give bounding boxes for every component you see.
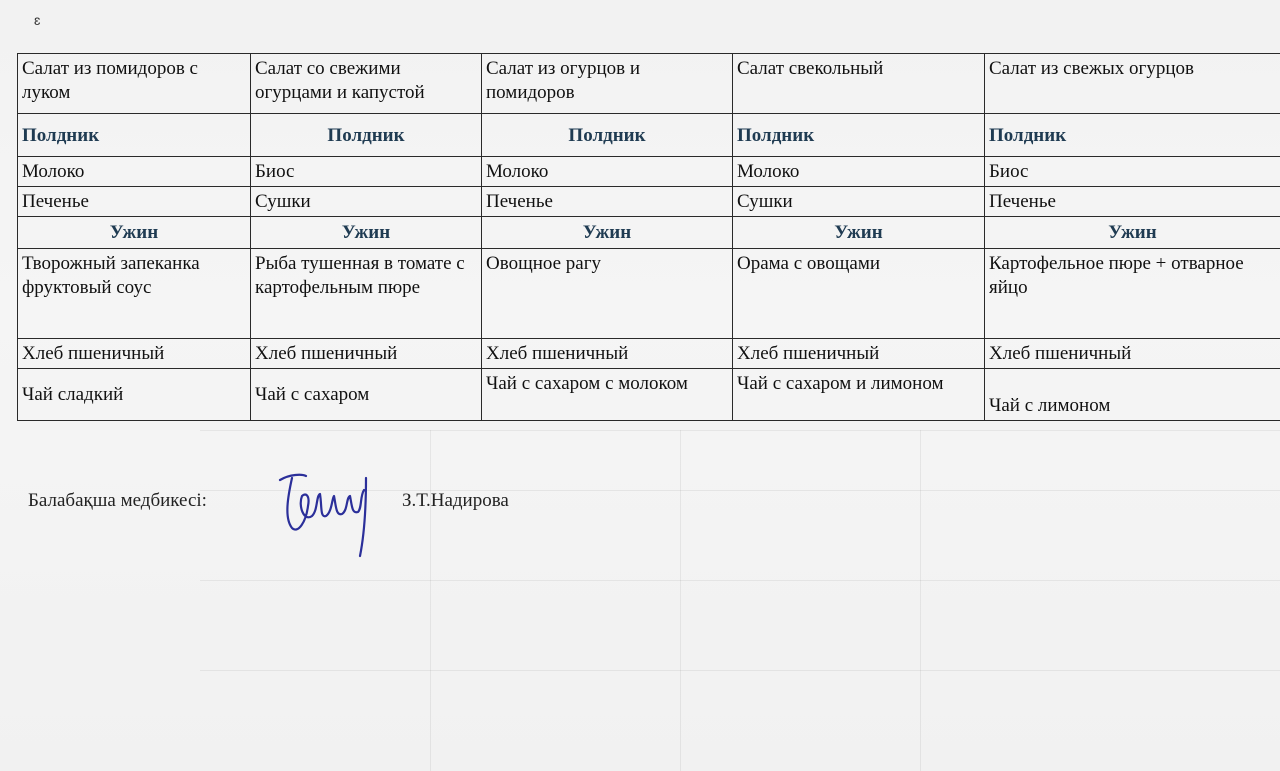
table-cell: Хлеб пшеничный: [482, 339, 733, 369]
table-cell: Салат из огурцов и помидоров: [482, 54, 733, 114]
table-cell: Чай с сахаром: [251, 369, 482, 421]
table-cell: Биос: [985, 157, 1280, 187]
meal-header: Полдник: [251, 114, 482, 157]
meal-header: Полдник: [482, 114, 733, 157]
meal-header: Ужин: [18, 217, 251, 249]
meal-header: Ужин: [251, 217, 482, 249]
meal-header: Ужин: [482, 217, 733, 249]
meal-header: Ужин: [985, 217, 1280, 249]
corner-mark: ɛ: [34, 12, 41, 28]
table-row: [18, 54, 1280, 114]
table-cell: Салат свекольный: [733, 54, 985, 114]
role-label: Балабақша медбикесі:: [28, 490, 207, 511]
table-cell: Чай с сахаром и лимоном: [733, 369, 985, 421]
table-row: [18, 369, 1280, 421]
nurse-name: З.Т.Надирова: [402, 490, 509, 511]
table-cell: Чай с сахаром с молоком: [482, 369, 733, 421]
table-cell: Хлеб пшеничный: [251, 339, 482, 369]
table-row: [18, 249, 1280, 339]
table-header-row: [18, 114, 1280, 157]
meal-header: Полдник: [733, 114, 985, 157]
table-row: [18, 339, 1280, 369]
table-cell: Орама с овощами: [733, 249, 985, 339]
table-cell: Сушки: [733, 187, 985, 217]
table-cell: Творожный запеканка фруктовый соус: [18, 249, 251, 339]
table-cell: Хлеб пшеничный: [733, 339, 985, 369]
table-cell: Овощное рагу: [482, 249, 733, 339]
table-cell: Салат со свежими огурцами и капустой: [251, 54, 482, 114]
table-cell: Рыба тушенная в томате с картофельным пюре: [251, 249, 482, 339]
menu-table: [17, 53, 1280, 421]
table-cell: Молоко: [18, 157, 251, 187]
table-cell: Печенье: [482, 187, 733, 217]
table-cell: Сушки: [251, 187, 482, 217]
meal-header: Полдник: [985, 114, 1280, 157]
table-cell: Печенье: [985, 187, 1280, 217]
table-cell: Молоко: [482, 157, 733, 187]
table-cell: Салат из свежых огурцов: [985, 54, 1280, 114]
table-cell: Биос: [251, 157, 482, 187]
table-cell: Картофельное пюре + отварное яйцо: [985, 249, 1280, 339]
signature-image: [262, 466, 382, 562]
table-cell: Печенье: [18, 187, 251, 217]
table-cell: Молоко: [733, 157, 985, 187]
meal-header: Полдник: [18, 114, 251, 157]
table-cell: Чай сладкий: [18, 369, 251, 421]
table-row: [18, 187, 1280, 217]
meal-header: Ужин: [733, 217, 985, 249]
table-row: [18, 157, 1280, 187]
table-cell: Хлеб пшеничный: [985, 339, 1280, 369]
table-header-row: [18, 217, 1280, 249]
table-cell: Салат из помидоров с луком: [18, 54, 251, 114]
table-cell: Чай с лимоном: [985, 369, 1280, 421]
table-cell: Хлеб пшеничный: [18, 339, 251, 369]
